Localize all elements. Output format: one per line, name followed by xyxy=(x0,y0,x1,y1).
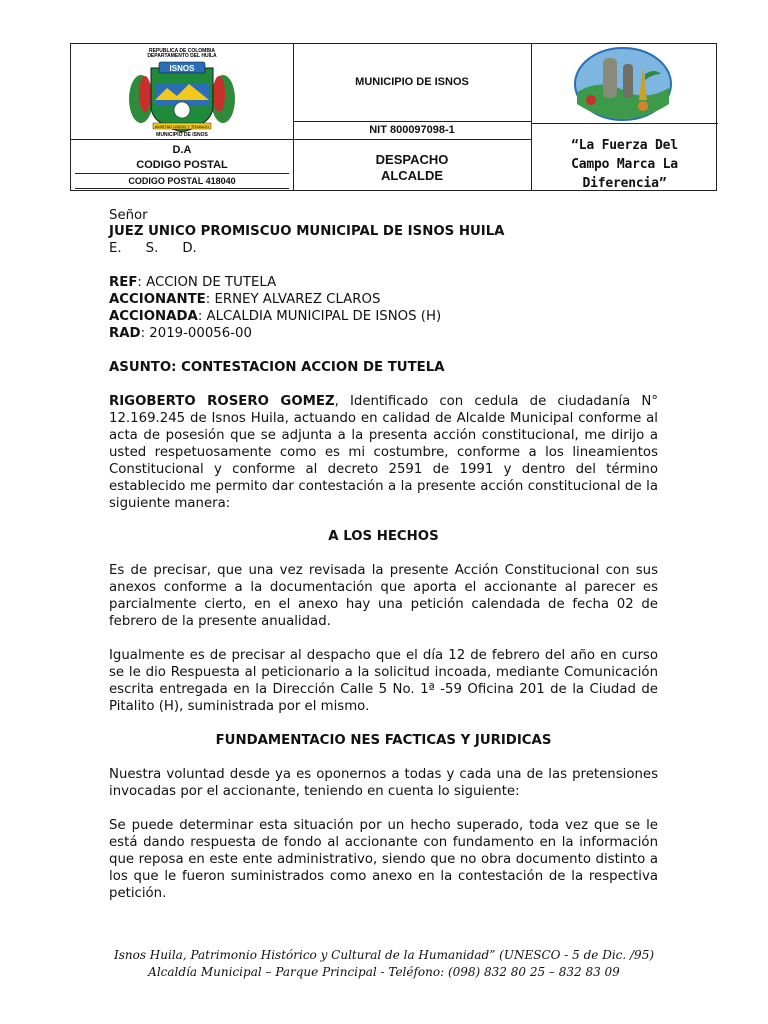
paragraph-intro: RIGOBERTO ROSERO GOMEZ, Identificado con cedula de ciudadanía N° 12.169.245 de Isnos Huila, actuando en calidad de Alcalde Municipal conforme al acta de posesión que se adjunta a la presenta acción constitucional, me dirijo a usted respetuosamente como es mi costumbre, conforme a los lineamientos Constitucional y conforme al decreto 2591 de 1991 y dentro del término establecido me permito dar contestación a la presente acción constitucional de la siguiente manera: xyxy=(109,394,658,511)
heading-hechos: A LOS HECHOS xyxy=(328,529,439,544)
paragraph-fundamentos-1: Nuestra voluntad desde ya es oponernos a todas y cada una de las pretensiones invocadas por el accionante, teniendo en cuenta lo siguiente: xyxy=(109,767,658,799)
accionante-line: ACCIONANTE: ERNEY ALVAREZ CLAROS xyxy=(109,292,381,307)
postal-code-label: CODIGO POSTAL xyxy=(136,159,228,171)
motto-cell xyxy=(531,124,718,192)
paragraph-fundamentos-2: Se puede determinar esta situación por un hecho superado, toda vez que se le está dando respuesta de fondo al accionante con fundamento en la información que reposa en este ente administrativo, siendo que no obra documento distinto a los que le fueron suministrados como anexo en la contestación de la respectiva petición. xyxy=(109,818,658,901)
svg-text:REPUBLICA DE COLOMBIA: REPUBLICA DE COLOMBIA xyxy=(149,48,215,54)
letterhead-table xyxy=(70,43,717,191)
nit-number: NIT 800097098-1 xyxy=(369,124,455,136)
salutation: Señor xyxy=(109,208,148,223)
footer-heritage-line: Isnos Huila, Patrimonio Histórico y Cultural de la Humanidad” (UNESCO - 5 de Dic. /95) xyxy=(113,948,655,962)
subject-line: ASUNTO: CONTESTACION ACCION DE TUTELA xyxy=(109,360,445,375)
svg-text:ISNOS: ISNOS xyxy=(169,64,195,73)
emblem-cell xyxy=(531,44,718,124)
svg-text:AMISTAD UNION Y TRABAJO: AMISTAD UNION Y TRABAJO xyxy=(154,124,210,129)
svg-text:MUNICIPIO DE ISNOS: MUNICIPIO DE ISNOS xyxy=(156,132,208,138)
office-title-line1: DESPACHO xyxy=(375,152,449,167)
postal-code-value: CODIGO POSTAL 418040 xyxy=(75,173,289,189)
addressee: JUEZ UNICO PROMISCUO MUNICIPAL DE ISNOS HUILA xyxy=(109,224,505,239)
coat-of-arms-cell xyxy=(71,44,293,140)
heading-fundamentos: FUNDAMENTACIO NES FACTICAS Y JURIDICAS xyxy=(215,733,552,748)
municipal-emblem-logo xyxy=(531,44,718,124)
isnos-coat-of-arms-logo xyxy=(71,44,293,140)
municipality-name: MUNICIPIO DE ISNOS xyxy=(355,76,469,88)
accionada-line: ACCIONADA: ALCALDIA MUNICIPAL DE ISNOS (H) xyxy=(109,309,442,324)
svg-text:DEPARTAMENTO DEL HUILA: DEPARTAMENTO DEL HUILA xyxy=(147,53,217,59)
postal-code-cell xyxy=(71,140,293,192)
ref-line: REF: ACCION DE TUTELA xyxy=(109,275,277,290)
paragraph-hechos-2: Igualmente es de precisar al despacho que el día 12 de febrero del año en curso se le dio Respuesta al peticionario a la solicitud incoada, mediante Comunicación escrita entregada en la Dirección Calle 5 No. 1ª -59 Oficina 201 de la Ciudad de Pitalito (H), suministrada por el mismo. xyxy=(109,648,658,714)
footer-contact-line: Alcaldía Municipal – Parque Principal - Teléfono: (098) 832 80 25 – 832 83 09 xyxy=(148,965,620,979)
esd-line: E. S. D. xyxy=(109,241,197,256)
municipality-cell xyxy=(293,44,531,122)
nit-cell xyxy=(293,122,531,140)
office-title-line2: ALCALDE xyxy=(380,168,444,183)
rad-line: RAD: 2019-00056-00 xyxy=(109,326,252,341)
paragraph-hechos-1: Es de precisar, que una vez revisada la presente Acción Constitucional con sus anexos conforme a la documentación que aporta el accionante al parecer es parcialmente cierto, en el anexo hay una petición calendada de fecha 02 de febrero de la presente anualidad. xyxy=(109,563,658,629)
motto-text: “La Fuerza Del Campo Marca La Diferencia” xyxy=(571,138,678,191)
da-label: D.A xyxy=(172,144,192,156)
office-cell xyxy=(293,140,531,192)
